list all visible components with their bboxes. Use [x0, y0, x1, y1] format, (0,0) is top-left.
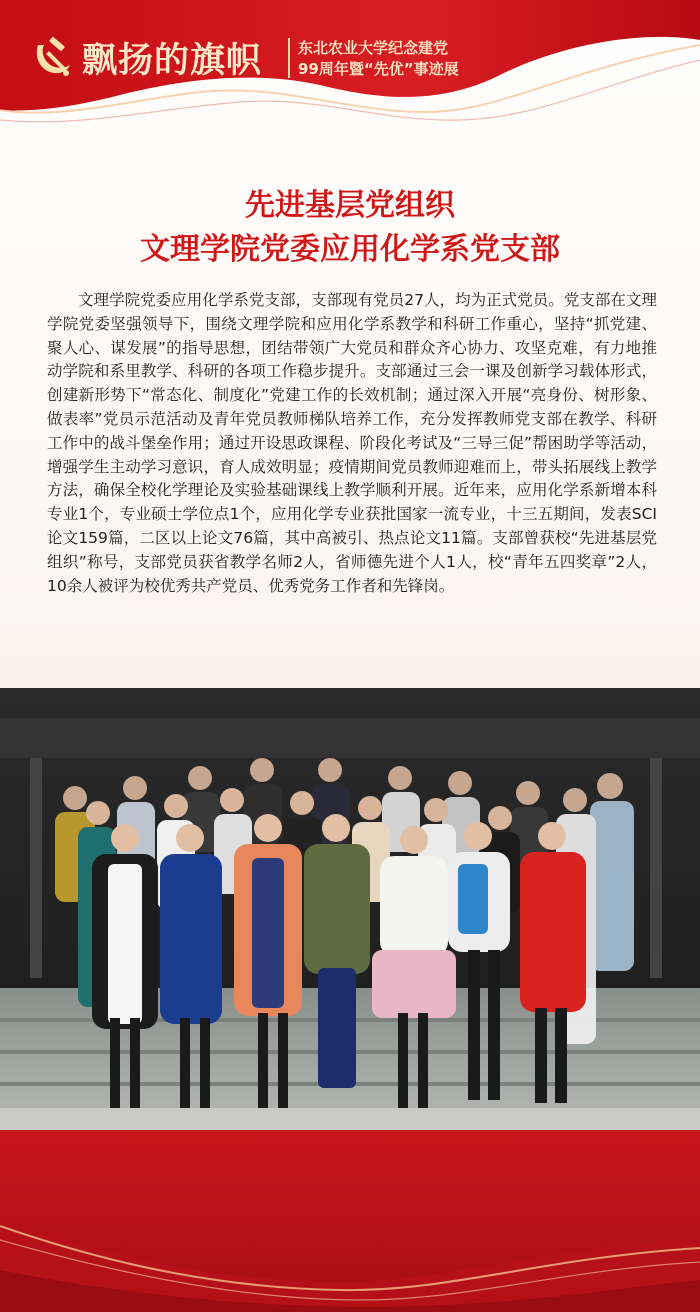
intro-paragraph: 文理学院党委应用化学系党支部，支部现有党员27人，均为正式党员。党支部在文理学院党委坚强领导下，围绕文理学院和应用化学系教学和科研工作重心，坚持“抓党建、聚人心、谋发展”的指导思想，团结带领广大党员和群众齐心协力、攻坚克难，有力地推动学院和系里教学、科研的各项工作稳步提升。支部通过三会一课及创新学习载体形式，创建新形势下“常态化、制度化”党建工作的长效机制；通过深入开展“亮身份、树形象、做表率”党员示范活动及青年党员教师梯队培养工作，充分发挥教师党支部在教学、科研工作中的战斗堡垒作用；通过开设思政课程、阶段化考试及“三导三促”帮困助学等活动，增强学生主动学习意识，育人成效明显；疫情期间党员教师迎难而上，带头拓展线上教学方法，确保全校化学理论及实验基础课线上教学顺利开展。近年来，应用化学系新增本科专业1个，专业硕士学位点1个，应用化学专业获批国家一流专业，十三五期间，发表SCI论文159篇，二区以上论文76篇，其中高被引、热点论文11篇。支部曾获校“先进基层党组织”称号，支部党员获省教学名师2人，省师德先进个人1人，校“青年五四奖章”2人，10余人被评为校优秀共产党员、优秀党务工作者和先锋岗。 [47, 291, 657, 595]
group-photo [0, 688, 700, 1130]
hammer-sickle-icon [30, 35, 76, 81]
brand-title: 飘扬的旗帜 [82, 41, 263, 81]
subtitle-line-2: 99周年暨“先优”事迹展 [298, 60, 459, 78]
header [0, 0, 700, 90]
subtitle-line-1: 东北农业大学纪念建党 [298, 39, 449, 57]
branch-name: 文理学院党委应用化学系党支部 [140, 232, 560, 267]
award-title: 先进基层党组织 [245, 188, 455, 223]
footer-banner [0, 1130, 700, 1312]
brand-divider [288, 38, 290, 78]
